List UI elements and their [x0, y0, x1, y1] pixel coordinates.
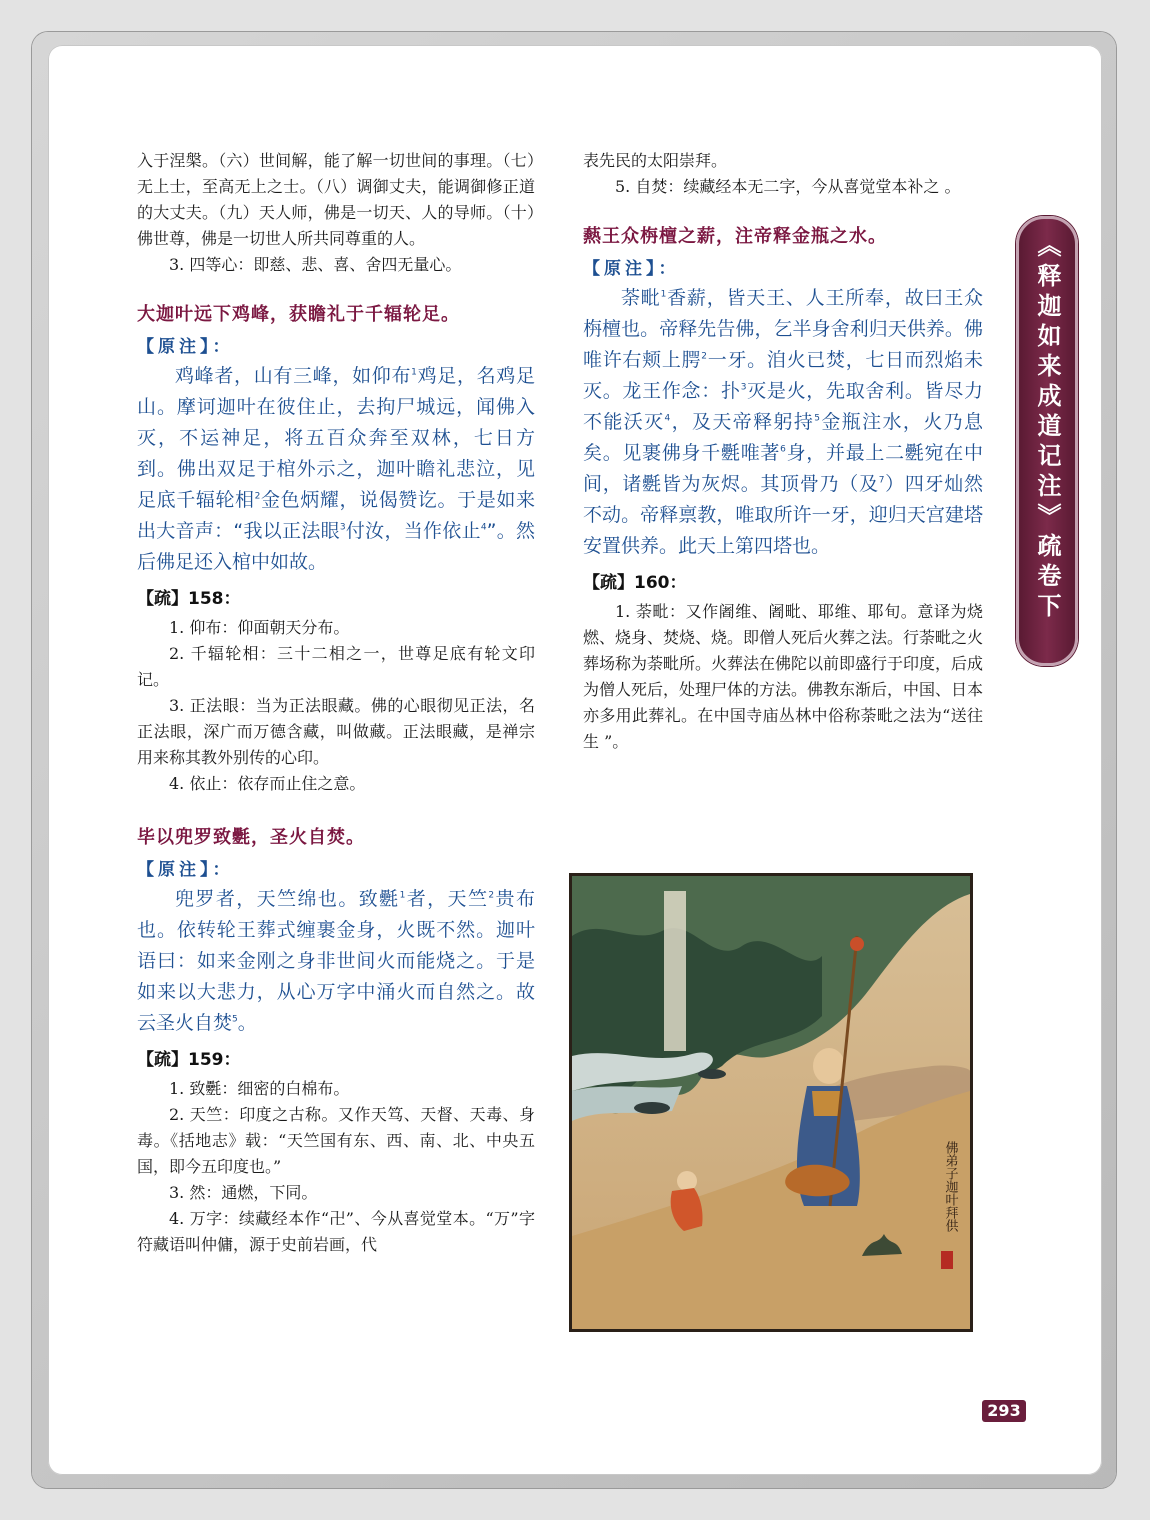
- right-column: [583, 148, 983, 755]
- continued-text: 表先民的太阳崇拜。: [583, 151, 728, 170]
- original-note-text-1: 鸡峰者，山有三峰，如仰布$^1$鸡足，名鸡足山。摩诃迦叶在彼住止，去拘尸城远，闻佛入灭，不运神足，将五百众奔至双林，七日方到。佛出双足于棺外示之，迦叶瞻礼悲泣，见足底千辐轮相$^2$金色炳耀，说偈赞讫。于是如来出大音声：“我以正法眼$^3$付汝，当作依止$^4$”。然后佛足还入棺中如故。: [137, 365, 535, 573]
- commentary-label-159: 【疏】159：: [137, 1050, 241, 1070]
- commentary-note: 3. 然：通燃，下同。: [169, 1183, 318, 1202]
- left-column: [137, 148, 535, 1258]
- illustration-painting: [569, 873, 973, 1332]
- section-heading-1: 大迦叶远下鸡峰，获瞻礼于千辐轮足。: [137, 304, 460, 325]
- section-heading-2: 毕以兜罗致氎，圣火自焚。: [137, 827, 365, 848]
- original-note-label-2: 【原注】：: [137, 860, 234, 880]
- commentary-label-160: 【疏】160：: [583, 573, 687, 593]
- commentary-note: 3. 正法眼：当为正法眼藏。佛的心眼彻见正法，名正法眼，深广而万德含藏，叫做藏。正法眼藏，是禅宗用来称其教外别传的心印。: [137, 696, 535, 767]
- waterfall: [664, 891, 686, 1051]
- painting-inscription: 佛弟子迦叶拜供: [942, 1141, 958, 1232]
- staff-ornament: [850, 937, 864, 951]
- rock: [634, 1102, 670, 1114]
- note-5: 5. 自焚：续藏经本无二字，今从喜觉堂本补之 。: [615, 177, 961, 196]
- intro-paragraph: 入于涅槃。（六）世间解，能了解一切世间的事理。（七）无上士，至高无上之士。（八）调御丈夫，能调御修正道的大丈夫。（九）天人师，佛是一切天、人的导师。（十）佛世尊，佛是一切世人所共同尊重的人。: [137, 151, 535, 248]
- commentary-note: 1. 荼毗：又作阇维、阇毗、耶维、耶旬。意译为烧燃、烧身、焚烧、烧。即僧人死后火葬之法。行荼毗之火葬场称为荼毗所。火葬法在佛陀以前即盛行于印度，后成为僧人死后，处理尸体的方法。佛教东渐后，中国、日本亦多用此葬礼。在中国寺庙丛林中俗称荼毗之法为“送往生 ”。: [583, 602, 984, 751]
- commentary-note: 1. 仰布：仰面朝天分布。: [169, 618, 350, 637]
- intro-note-3: 3. 四等心：即慈、悲、喜、舍四无量心。: [169, 255, 462, 274]
- commentary-note: 4. 依止：依存而止住之意。: [169, 774, 366, 793]
- red-seal: [941, 1251, 953, 1269]
- commentary-note: 1. 致氎：细密的白棉布。: [169, 1079, 350, 1098]
- original-note-text-3: 荼毗$^1$香薪，皆天王、人王所奉，故曰王众栴檀也。帝释先告佛，乞半身舍利归天供养。佛唯许右颊上腭$^2$一牙。洎火已焚，七日而烈焰未灭。龙王作念：扑$^3$灭是火，先取舍利。皆尽力不能沃灭$^4$，及天帝释躬持$^5$金瓶注水，火乃息矣。见裹佛身千氎唯著$^6$身，并最上二氎宛在中间，诸氎皆为灰烬。其顶骨乃（及$^7$）四牙灿然不动。帝释禀教，唯取所许一牙，迎归天宫建塔安置供养。此天上第四塔也。: [583, 287, 983, 557]
- section-heading-3: 爇王众栴檀之薪，注帝释金瓶之水。: [583, 226, 887, 247]
- monk-sash: [812, 1091, 842, 1116]
- rock: [698, 1069, 726, 1079]
- original-note-label-3: 【原注】：: [583, 259, 680, 279]
- original-note-label-1: 【原注】：: [137, 337, 234, 357]
- monk-head: [813, 1048, 845, 1084]
- commentary-note: 2. 千辐轮相：三十二相之一，世尊足底有轮文印记。: [137, 644, 535, 689]
- chapter-title: 《释迦如来成道记注》疏卷下: [1033, 233, 1061, 623]
- commentary-label-158: 【疏】158：: [137, 589, 241, 609]
- original-note-text-2: 兜罗者，天竺绵也。致氎$^1$者，天竺$^2$贵布也。依转轮王葬式缠裹金身，火既不然。迦叶语曰：如来金刚之身非世间火而能烧之。于是如来以大悲力，从心万字中涌火而自然之。故云圣火自焚$^5$。: [137, 888, 535, 1034]
- commentary-note: 4. 万字：续藏经本作“卍”、今从喜觉堂本。“万”字符藏语叫仲傭，源于史前岩画，代: [137, 1209, 535, 1254]
- painting-image: [572, 876, 970, 1329]
- chapter-side-tab: [1016, 216, 1078, 666]
- commentary-note: 2. 天竺：印度之古称。又作天笃、天督、天毒、身毒。《括地志》载：“天竺国有东、西、南、北、中央五国，即今五印度也。”: [137, 1105, 535, 1176]
- page-number: 293: [982, 1400, 1026, 1422]
